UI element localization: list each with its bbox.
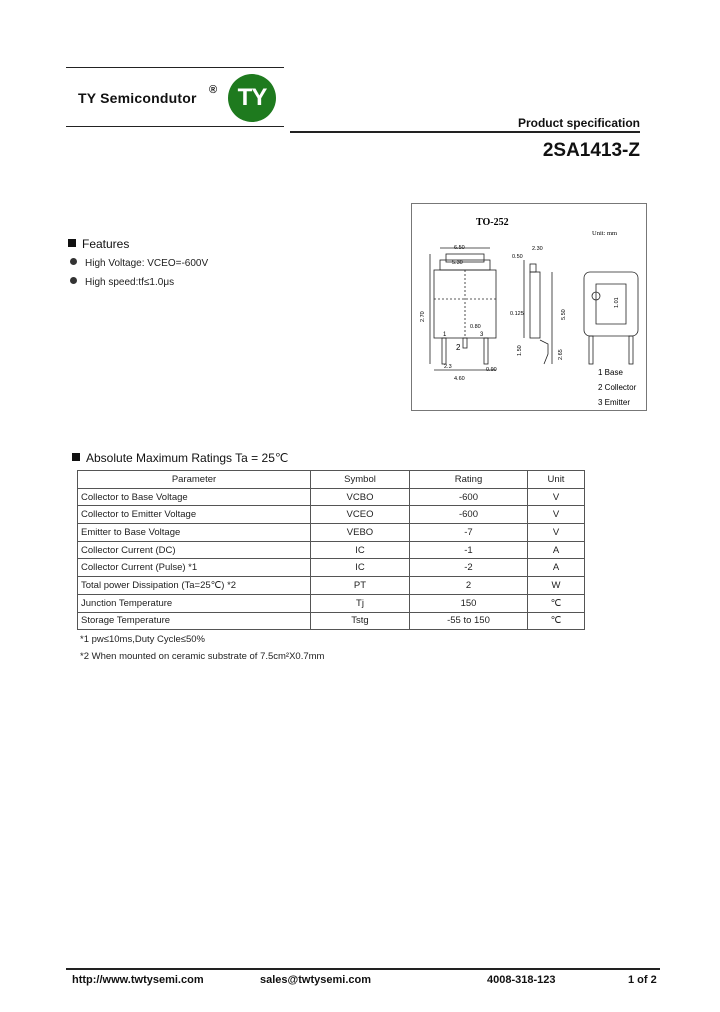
bullet-icon: [70, 258, 77, 265]
square-bullet-icon: [72, 453, 80, 461]
cell-rating: -2: [410, 559, 528, 577]
page-number: 1 of 2: [628, 974, 657, 986]
cell-unit: V: [528, 488, 585, 506]
header-rating: Rating: [410, 471, 528, 489]
dim-label: 5.30: [452, 260, 463, 266]
dim-label: 4.60: [454, 376, 465, 382]
dim-label: 1.01: [614, 297, 620, 308]
header-bottom-rule: [66, 126, 284, 127]
cell-rating: -600: [410, 488, 528, 506]
cell-symbol: VCEO: [311, 506, 410, 524]
ratings-heading: Absolute Maximum Ratings Ta = 25℃: [72, 451, 288, 465]
features-heading: Features: [68, 237, 129, 251]
side-view: [524, 260, 552, 364]
part-number: 2SA1413-Z: [542, 140, 640, 161]
cell-rating: 2: [410, 577, 528, 595]
cell-parameter: Junction Temperature: [78, 594, 311, 612]
footer-rule: [66, 968, 660, 970]
cell-parameter: Collector Current (DC): [78, 541, 311, 559]
table-header-row: [78, 471, 585, 489]
cell-symbol: VEBO: [311, 524, 410, 542]
company-name: TY Semicondutor: [78, 90, 197, 106]
footnote: *1 pw≤10ms,Duty Cycle≤50%: [80, 634, 206, 645]
cell-unit: V: [528, 524, 585, 542]
table-row: [78, 488, 585, 506]
spec-rule: [290, 131, 640, 133]
cell-parameter: Collector Current (Pulse) *1: [78, 559, 311, 577]
pin-number: 2: [456, 343, 461, 352]
table-row: [78, 594, 585, 612]
cell-unit: V: [528, 506, 585, 524]
cell-rating: -7: [410, 524, 528, 542]
cell-symbol: PT: [311, 577, 410, 595]
cell-rating: -55 to 150: [410, 612, 528, 630]
cell-symbol: Tj: [311, 594, 410, 612]
pin-label: 2 Collector: [598, 383, 637, 392]
cell-unit: ℃: [528, 612, 585, 630]
cell-parameter: Collector to Emitter Voltage: [78, 506, 311, 524]
cell-rating: 150: [410, 594, 528, 612]
company-logo: TY: [228, 74, 276, 122]
dim-label: 5.50: [561, 309, 567, 320]
cell-rating: -600: [410, 506, 528, 524]
registered-mark: ®: [209, 84, 218, 96]
feature-item: High speed:tf≤1.0μs: [70, 277, 174, 288]
ratings-table: [77, 470, 585, 630]
dim-label: 1.50: [517, 345, 523, 356]
package-name: TO-252: [476, 217, 509, 228]
cell-parameter: Collector to Base Voltage: [78, 488, 311, 506]
table-row: [78, 506, 585, 524]
dim-label: 0.50: [512, 254, 523, 260]
cell-symbol: VCBO: [311, 488, 410, 506]
cell-unit: A: [528, 541, 585, 559]
dim-label: 2.30: [532, 246, 543, 252]
table-row: [78, 559, 585, 577]
dim-label: 0.90: [486, 367, 497, 373]
table-row: [78, 612, 585, 630]
header-top-rule: [66, 67, 284, 68]
header-symbol: Symbol: [311, 471, 410, 489]
table-row: [78, 577, 585, 595]
cell-symbol: IC: [311, 559, 410, 577]
pin-label: 3 Emitter: [598, 398, 631, 407]
pin-number: 1: [443, 332, 447, 338]
table-row: [78, 541, 585, 559]
bullet-icon: [70, 277, 77, 284]
dim-label: 2.70: [420, 311, 426, 322]
feature-item: High Voltage: VCEO=-600V: [70, 258, 208, 269]
cell-parameter: Storage Temperature: [78, 612, 311, 630]
cell-unit: W: [528, 577, 585, 595]
header-unit: Unit: [528, 471, 585, 489]
cell-symbol: IC: [311, 541, 410, 559]
square-bullet-icon: [68, 239, 76, 247]
dim-label: 2.65: [558, 349, 564, 360]
pin-label: 1 Base: [598, 368, 623, 377]
footnote: *2 When mounted on ceramic substrate of 7.5cm²X0.7mm: [80, 651, 325, 662]
footer-phone: 4008-318-123: [487, 974, 556, 986]
cell-rating: -1: [410, 541, 528, 559]
package-drawing: [411, 203, 647, 411]
cell-unit: A: [528, 559, 585, 577]
back-view: [584, 272, 638, 364]
cell-parameter: Emitter to Base Voltage: [78, 524, 311, 542]
dim-label: 0.80: [470, 324, 481, 330]
footer-website-link[interactable]: http://www.twtysemi.com: [72, 974, 204, 986]
dim-label: 0.125: [510, 311, 524, 317]
unit-label: Unit: mm: [592, 230, 618, 237]
header-parameter: Parameter: [78, 471, 311, 489]
dim-label: 6.50: [454, 245, 465, 251]
front-view: [430, 248, 496, 370]
package-outline-svg: [412, 204, 646, 410]
cell-symbol: Tstg: [311, 612, 410, 630]
dim-label: 2.3: [444, 364, 452, 370]
cell-unit: ℃: [528, 594, 585, 612]
pin-number: 3: [480, 332, 484, 338]
table-row: [78, 524, 585, 542]
footer-email-link[interactable]: sales@twtysemi.com: [260, 974, 371, 986]
cell-parameter: Total power Dissipation (Ta=25℃) *2: [78, 577, 311, 595]
doc-type: Product specification: [517, 116, 640, 130]
